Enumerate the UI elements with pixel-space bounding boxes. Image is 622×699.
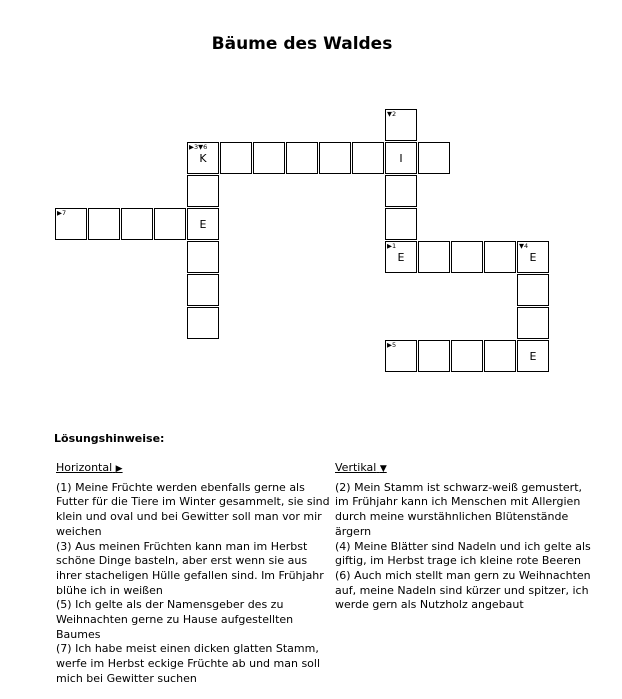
grid-cell[interactable] [187, 142, 219, 174]
grid-cell[interactable] [187, 175, 219, 207]
grid-cell[interactable] [517, 241, 549, 273]
cell-letter: E [529, 251, 537, 264]
grid-cell[interactable] [385, 340, 417, 372]
clue-horizontal-3: (3) Aus meinen Früchten kann man im Herbst schöne Dinge basteln, aber erst wenn sie aus ihrer stacheligen Hülle gefallen sind. Im Frühjahr blühe ich in weißen [56, 539, 324, 597]
puzzle-title: Bäume des Waldes [211, 34, 393, 54]
grid-cell[interactable] [385, 109, 417, 141]
grid-cell[interactable] [352, 142, 384, 174]
grid-cell[interactable] [187, 307, 219, 339]
grid-cell[interactable] [385, 208, 417, 240]
grid-cell[interactable] [484, 340, 516, 372]
clue-vertical-4: (4) Meine Blätter sind Nadeln und ich gelte als giftig, im Herbst trage ich kleine rote Beeren [335, 539, 591, 568]
grid-cell[interactable] [55, 208, 87, 240]
grid-cell[interactable] [517, 340, 549, 372]
grid-cell[interactable] [154, 208, 186, 240]
grid-cell[interactable] [187, 274, 219, 306]
grid-cell[interactable] [385, 175, 417, 207]
clue-vertical-2: (2) Mein Stamm ist schwarz-weiß gemustert, im Frühjahr kann ich Menschen mit Allergien durch meine wurstähnlichen Blütenstände ärgern [335, 480, 583, 538]
grid-cell[interactable] [220, 142, 252, 174]
grid-cell[interactable] [121, 208, 153, 240]
cell-letter: E [397, 251, 405, 264]
grid-cell[interactable] [451, 241, 483, 273]
grid-cell[interactable] [451, 340, 483, 372]
grid-cell[interactable] [385, 241, 417, 273]
grid-cell[interactable] [385, 142, 417, 174]
clue-number: ▶3▼6 [189, 143, 208, 151]
clue-vertical-6: (6) Auch mich stellt man gern zu Weihnachten auf, meine Nadeln sind kürzer und spitzer, ich werde gern als Nutzholz angebaut [335, 568, 591, 612]
horizontal-clues [56, 461, 332, 687]
grid-cell[interactable] [187, 241, 219, 273]
horizontal-label: Horizontal [56, 461, 113, 474]
vertical-label: Vertikal [335, 461, 377, 474]
grid-cell[interactable] [418, 340, 450, 372]
cell-letter: K [199, 152, 207, 165]
cell-letter: E [199, 218, 207, 231]
clue-horizontal-7: (7) Ich habe meist einen dicken glatten Stamm, werfe im Herbst eckige Früchte ab und man soll mich bei Gewitter suchen [56, 642, 321, 685]
grid-cell[interactable] [253, 142, 285, 174]
right-arrow-icon: ▶ [115, 464, 123, 474]
clue-number: ▼2 [387, 110, 397, 118]
hints-heading: Lösungshinweise: [54, 432, 165, 445]
grid-cell[interactable] [517, 307, 549, 339]
grid-cell[interactable] [418, 241, 450, 273]
clue-number: ▶5 [387, 341, 397, 349]
vertical-header [335, 461, 597, 477]
clue-number: ▼4 [519, 242, 529, 250]
clue-number: ▶1 [387, 242, 397, 250]
vertical-clues [335, 461, 597, 613]
down-arrow-icon: ▼ [379, 464, 387, 474]
cell-letter: E [529, 350, 537, 363]
clue-number: ▶7 [57, 209, 67, 217]
grid-cell[interactable] [286, 142, 318, 174]
clue-horizontal-1: (1) Meine Früchte werden ebenfalls gerne als Futter für die Tiere im Winter gesammelt, sie sind klein und oval und bei Gewitter soll man vor mir weichen [56, 480, 330, 538]
grid-cell[interactable] [88, 208, 120, 240]
grid-cell[interactable] [484, 241, 516, 273]
grid-cell[interactable] [517, 274, 549, 306]
clue-horizontal-5: (5) Ich gelte als der Namensgeber des zu Weihnachten gerne zu Hause aufgestellten Baumes [56, 598, 294, 641]
grid-cell[interactable] [319, 142, 351, 174]
grid-cell[interactable] [418, 142, 450, 174]
horizontal-header [56, 461, 332, 477]
cell-letter: I [399, 152, 403, 165]
grid-cell[interactable] [187, 208, 219, 240]
